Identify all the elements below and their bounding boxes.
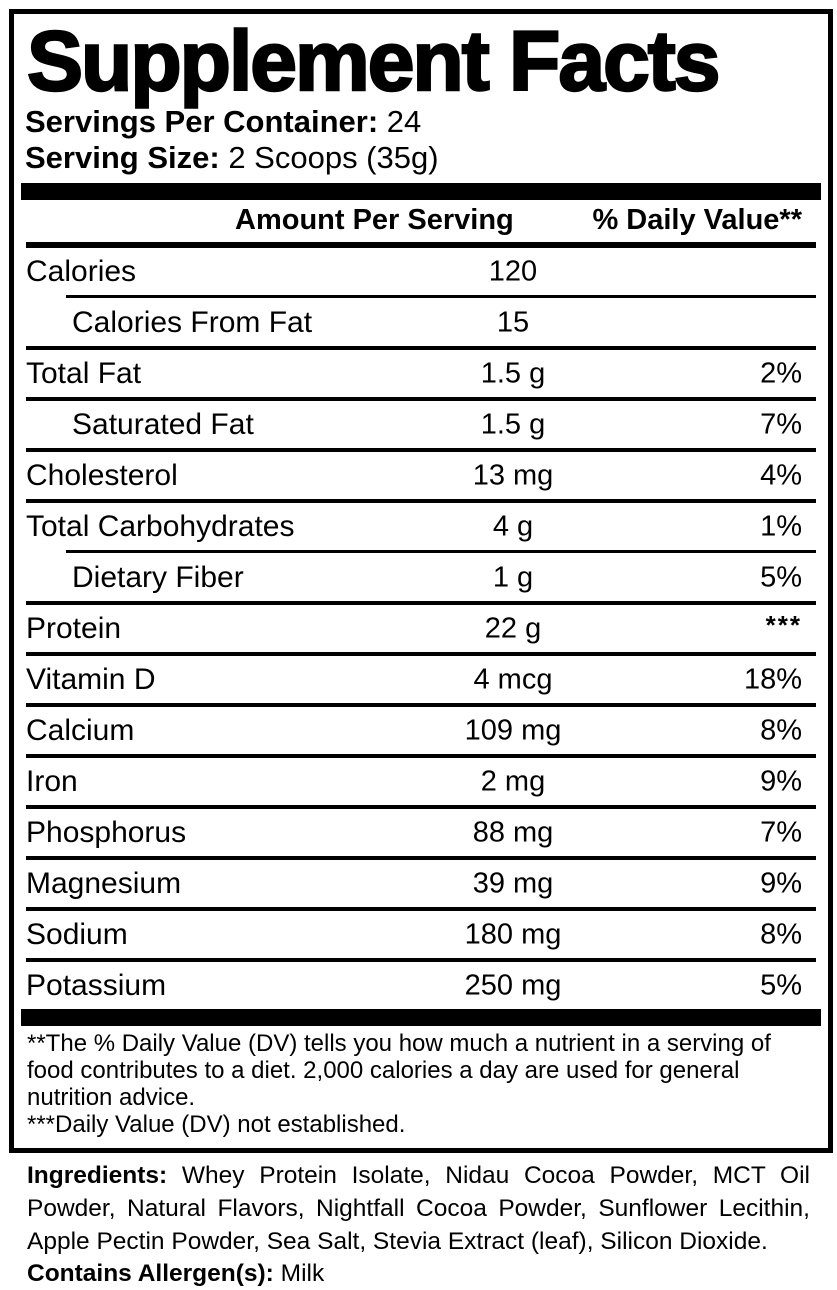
nutrient-table [26, 200, 816, 1009]
serving-size-label: Serving Size: [25, 140, 220, 175]
supplement-facts-label [0, 9, 837, 1290]
nutrient-row [26, 856, 816, 907]
facts-panel [9, 9, 833, 1153]
nutrient-amount: 1 g [492, 561, 534, 593]
nutrient-amount: 120 [488, 255, 538, 287]
nutrient-daily-value: 4% [760, 459, 802, 491]
allergen-line [27, 1258, 810, 1290]
nutrient-name: Calories [26, 254, 137, 288]
nutrient-amount: 4 g [492, 510, 534, 542]
nutrient-amount: 1.5 g [480, 408, 546, 440]
nutrient-row [26, 346, 816, 397]
nutrient-row [26, 499, 816, 550]
serving-size-value: 2 Scoops (35g) [228, 140, 439, 175]
nutrient-row [26, 448, 816, 499]
nutrient-rows [26, 248, 816, 1009]
column-header-daily-value: % Daily Value** [592, 204, 802, 236]
nutrient-daily-value: 2% [760, 357, 802, 389]
servings-per-container-line [25, 104, 815, 140]
servings-per-container-value: 24 [386, 104, 422, 139]
nutrient-name: Phosphorus [26, 815, 187, 849]
nutrient-row [26, 805, 816, 856]
nutrient-daily-value: 1% [760, 510, 802, 542]
nutrient-daily-value: 5% [760, 561, 802, 593]
table-header-row [26, 200, 816, 248]
nutrient-name: Potassium [26, 968, 167, 1002]
nutrient-row [26, 248, 816, 295]
servings-per-container-label: Servings Per Container: [25, 104, 379, 139]
nutrient-amount: 109 mg [464, 714, 562, 746]
nutrient-amount: 88 mg [472, 816, 554, 848]
footnotes [27, 1030, 815, 1138]
ingredients-text: Whey Protein Isolate, Nidau Cocoa Powder, MCT Oil Powder, Natural Flavors, Nightfall Cocoa Powder, Sunflower Lecithin, Apple Pectin Powder, Sea Salt, Stevia Extract (leaf), Silicon Dioxide. [27, 1162, 810, 1255]
allergen-value: Milk [280, 1260, 325, 1287]
thick-divider-top [21, 183, 821, 200]
nutrient-amount: 250 mg [464, 969, 562, 1001]
nutrient-row [26, 958, 816, 1009]
nutrient-daily-value: 7% [760, 408, 802, 440]
nutrient-daily-value: 7% [760, 816, 802, 848]
nutrient-row [26, 703, 816, 754]
nutrient-name: Dietary Fiber [72, 560, 244, 594]
nutrient-row [26, 601, 816, 652]
nutrient-name: Calories From Fat [72, 305, 313, 339]
nutrient-row [26, 295, 816, 346]
nutrient-row [26, 397, 816, 448]
serving-size-line [25, 140, 815, 176]
nutrient-name: Cholesterol [26, 458, 178, 492]
nutrient-name: Protein [26, 611, 122, 645]
nutrient-name: Total Carbohydrates [26, 509, 295, 543]
nutrient-row [26, 754, 816, 805]
nutrient-daily-value: 5% [760, 969, 802, 1001]
nutrient-row [26, 652, 816, 703]
nutrient-amount: 22 g [484, 612, 542, 644]
nutrient-row [26, 907, 816, 958]
nutrient-name: Vitamin D [26, 662, 156, 696]
nutrient-name: Total Fat [26, 356, 142, 390]
nutrient-amount: 2 mg [480, 765, 546, 797]
nutrient-amount: 39 mg [472, 867, 554, 899]
nutrient-amount: 13 mg [472, 459, 554, 491]
nutrient-amount: 180 mg [464, 918, 562, 950]
nutrient-daily-value: 9% [760, 765, 802, 797]
nutrient-name: Magnesium [26, 866, 182, 900]
thick-divider-bottom [21, 1009, 821, 1026]
nutrient-daily-value: 8% [760, 714, 802, 746]
footnote-not-established: ***Daily Value (DV) not established. [27, 1111, 406, 1138]
ingredients-label: Ingredients: [27, 1162, 168, 1189]
nutrient-name: Iron [26, 764, 78, 798]
footnote-daily-value: **The % Daily Value (DV) tells you how much a nutrient in a serving of food contributes to a diet. 2,000 calories a day are used for general nutrition advice. [27, 1030, 771, 1111]
column-header-amount-per-serving: Amount Per Serving [235, 204, 514, 236]
ingredients-paragraph [27, 1159, 810, 1258]
nutrient-name: Calcium [26, 713, 135, 747]
nutrient-name: Sodium [26, 917, 128, 951]
panel-title: Supplement Facts [27, 14, 719, 108]
nutrient-daily-value: 18% [743, 663, 802, 695]
nutrient-name: Saturated Fat [72, 407, 254, 441]
nutrient-row [26, 550, 816, 601]
nutrient-amount: 1.5 g [480, 357, 546, 389]
nutrient-amount: 15 [496, 306, 530, 338]
nutrient-daily-value: *** [765, 610, 802, 640]
allergen-label: Contains Allergen(s): [27, 1260, 274, 1287]
nutrient-daily-value: 8% [760, 918, 802, 950]
nutrient-daily-value: 9% [760, 867, 802, 899]
nutrient-amount: 4 mcg [473, 663, 553, 695]
